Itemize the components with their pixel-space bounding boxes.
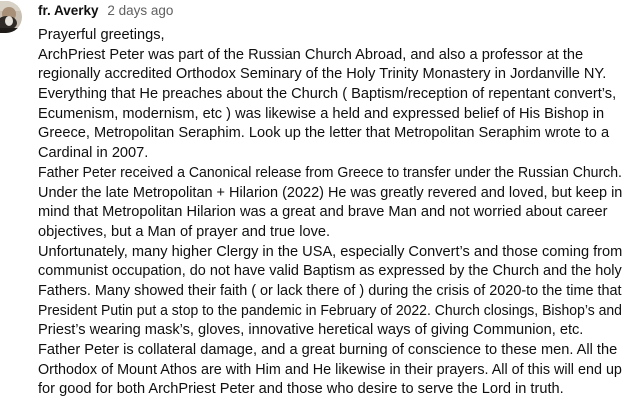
comment-timestamp[interactable]: 2 days ago xyxy=(107,3,174,18)
comment-line: Prayerful greetings, xyxy=(38,27,165,43)
comment-line: mind that Metropolitan Hilarion was a great and brave Man and not worried about career xyxy=(38,204,608,221)
comment-line: objectives, but a Man of prayer and true love. xyxy=(38,223,331,240)
comment-line: Greece, Metropolitan Seraphim. Look up the letter that Metropolitan Seraphim wrote to a xyxy=(38,125,610,142)
comment-line: Unfortunately, many higher Clergy in the USA, especially Convert’s and those coming from xyxy=(38,243,623,260)
comment-line: communist occupation, do not have valid Baptism as expressed by the Church and the holy xyxy=(38,263,622,280)
comment-line: Father Peter is collateral damage, and a great burning of conscience to these men. All the xyxy=(38,342,618,358)
avatar[interactable] xyxy=(0,1,22,33)
comment-line: Father Peter received a Canonical release from Greece to transfer under the Russian Church. xyxy=(38,164,622,181)
comment-line: President Putin put a stop to the pandemic in February of 2022. Church closings, Bishop’s and xyxy=(38,302,622,319)
comment-line: Under the late Metropolitan + Hilarion (2022) He was greatly revered and loved, but keep in xyxy=(38,184,623,201)
comment-line: Ecumenism, modernism, etc ) was likewise a held and expressed belief of His Bishop in xyxy=(38,105,605,122)
comment-line: for good for both ArchPriest Peter and those who desire to serve the Lord in truth. xyxy=(38,381,564,398)
comment-line: Cardinal in 2007. xyxy=(38,145,149,162)
comment-line: Fathers. Many showed their faith ( or lack there of ) during the crisis of 2020-to the time that xyxy=(38,282,622,299)
comment-text xyxy=(38,26,624,400)
comment-header xyxy=(38,2,173,20)
comment-line: Orthodox of Mount Athos are with Him and He likewise in their prayers. All of this will end up xyxy=(38,361,622,378)
comment-line: Everything that He preaches about the Church ( Baptism/reception of repentant convert’s, xyxy=(38,86,617,103)
comment-line: regionally accredited Orthodox Seminary of the Holy Trinity Monastery in Jordanville NY. xyxy=(38,66,607,83)
comment-line: Priest’s wearing mask’s, gloves, innovative heretical ways of giving Communion, etc. xyxy=(38,322,584,339)
avatar-image xyxy=(0,1,22,33)
comment-line: ArchPriest Peter was part of the Russian Church Abroad, and also a professor at the xyxy=(38,46,584,63)
author-name[interactable]: fr. Averky xyxy=(38,3,99,18)
